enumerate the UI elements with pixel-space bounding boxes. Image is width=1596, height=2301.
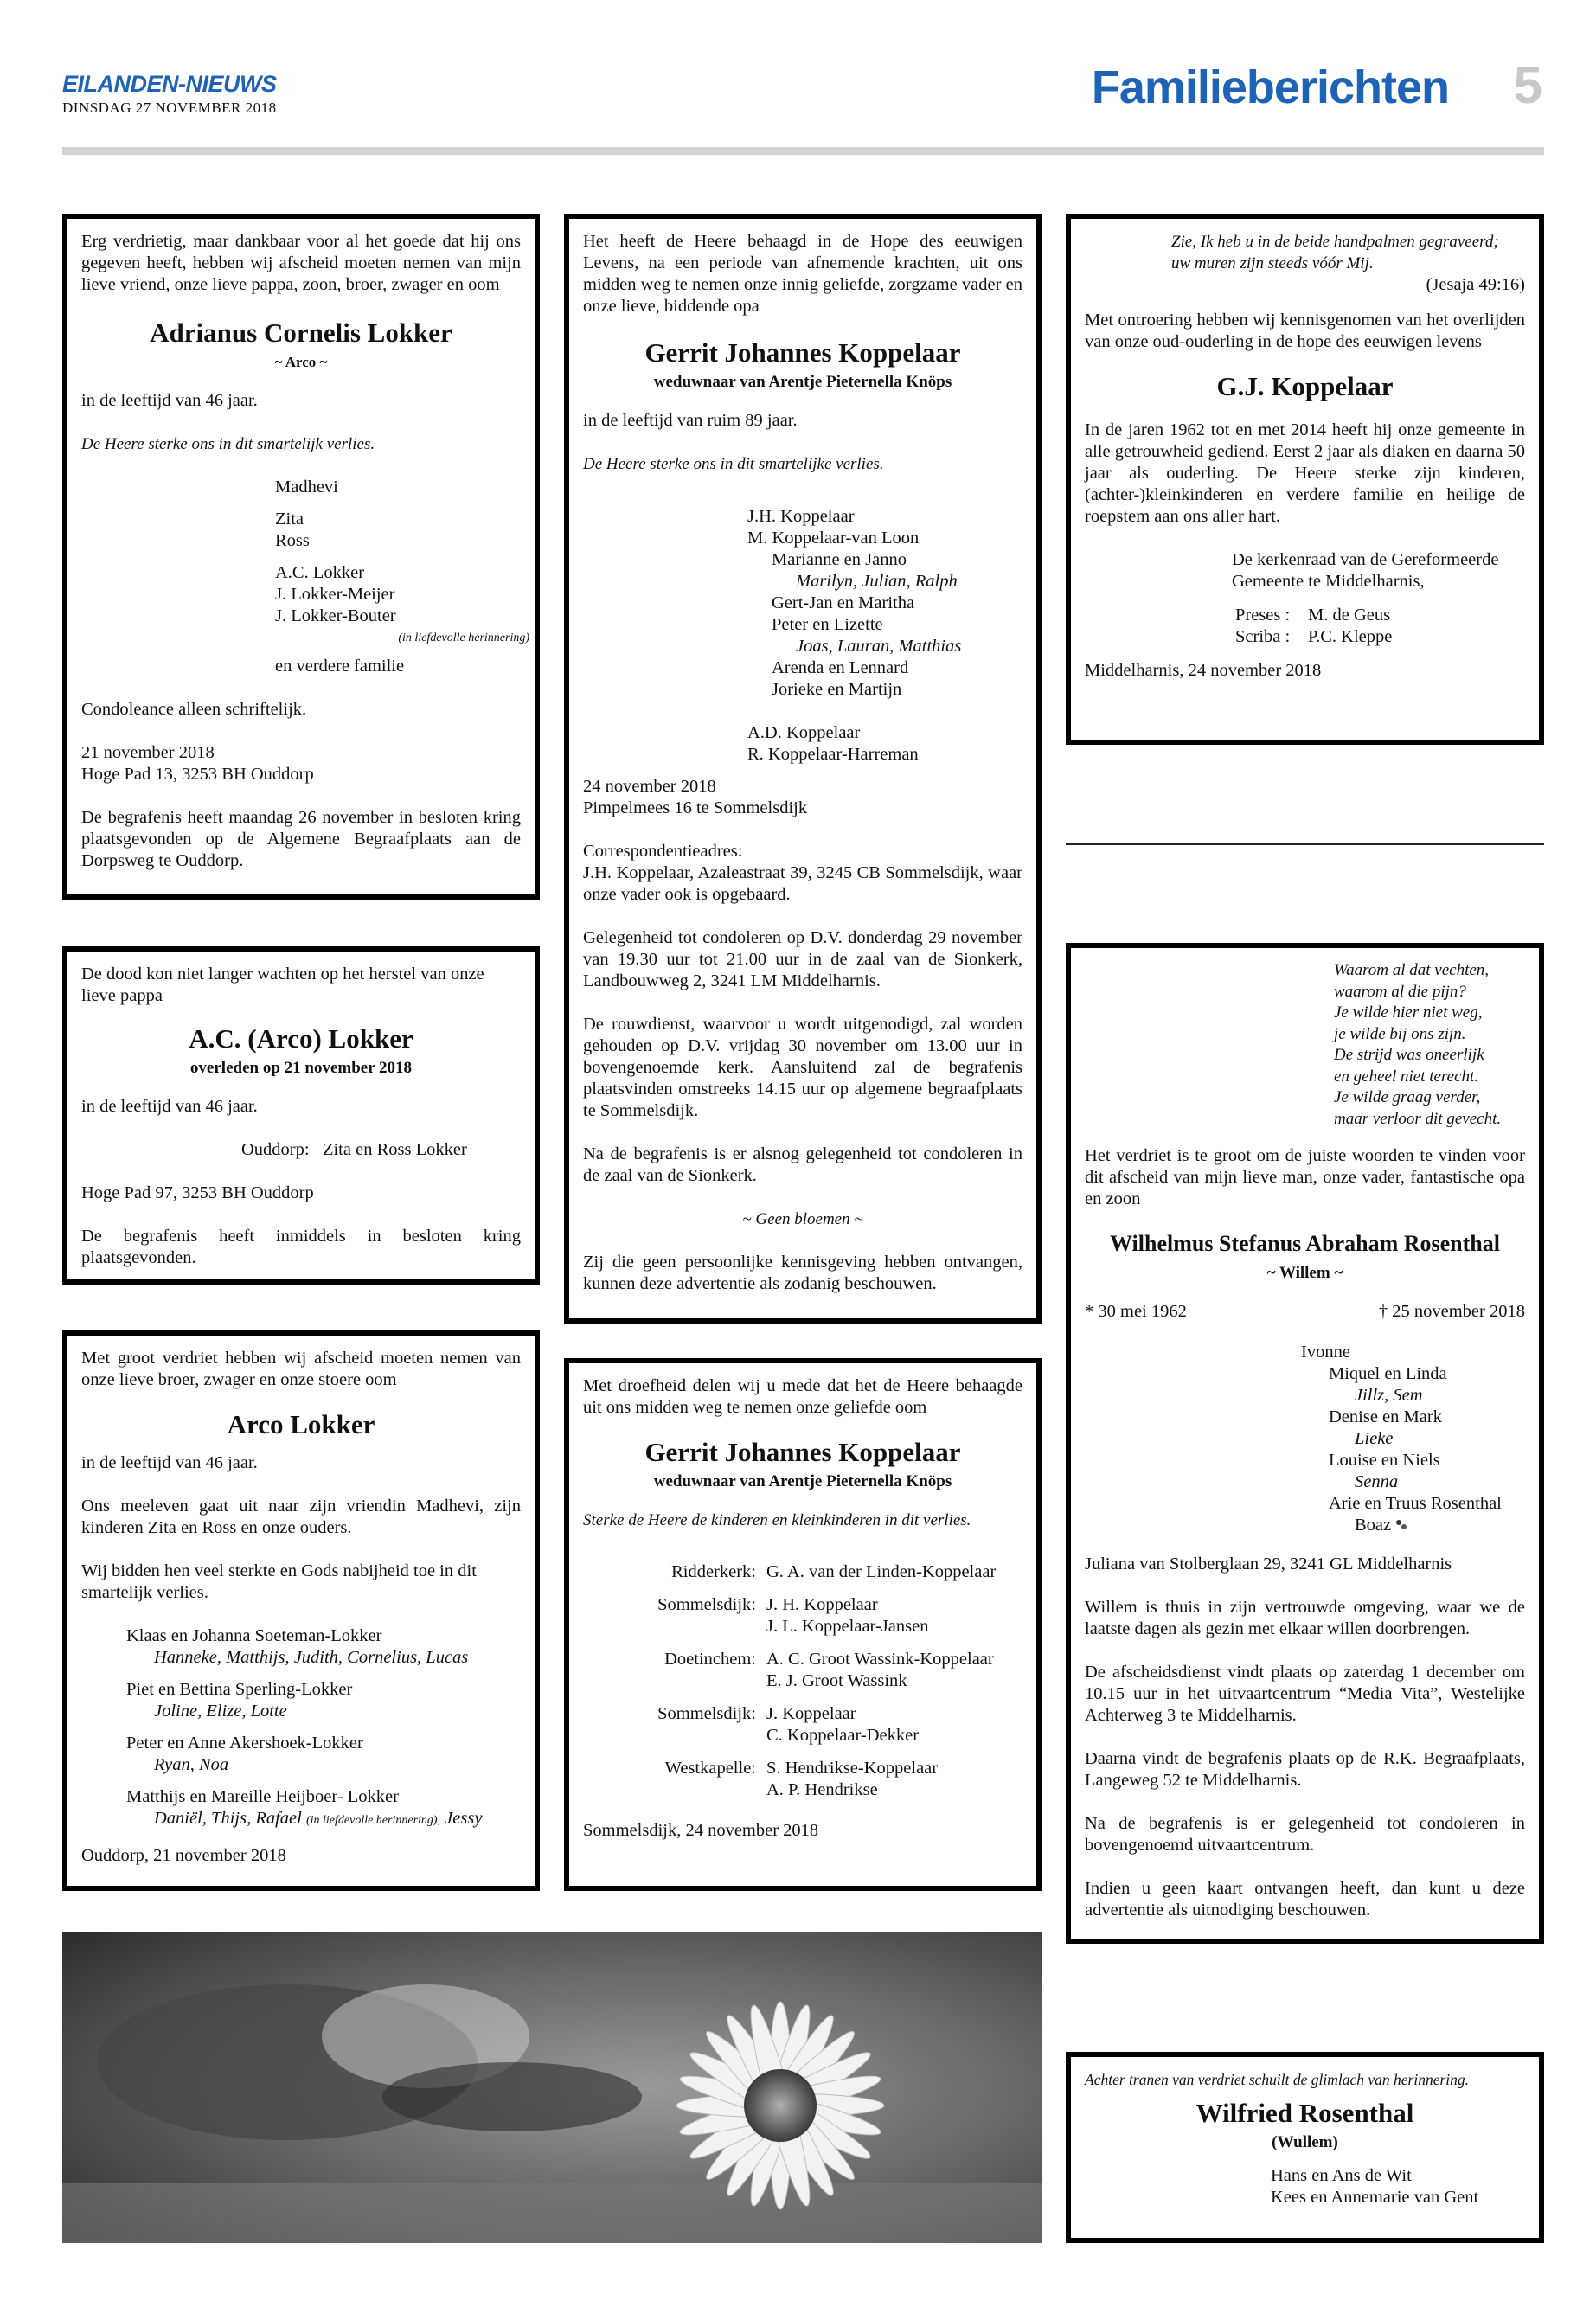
council-line: Gemeente te Middelharnis, [1232, 572, 1425, 591]
family-name: M. Koppelaar-van Loon [747, 529, 920, 548]
poem-line: Je wilde hier niet weg, [1334, 1003, 1483, 1022]
condolence-note: Condoleance alleen schriftelijk. [81, 700, 307, 719]
notice-footer: Ouddorp, 21 november 2018 [81, 1846, 286, 1865]
family-end: en verdere familie [275, 657, 405, 676]
family-name: Arenda en Lennard [772, 658, 909, 677]
notice-address: Pimpelmees 16 te Sommelsdijk [583, 798, 808, 817]
age-line: in de leeftijd van ruim 89 jaar. [583, 411, 798, 430]
family-name: A.C. Lokker [275, 563, 365, 582]
place-names [766, 1703, 919, 1747]
deceased-nickname: (Wullem) [1272, 2133, 1338, 2151]
deceased-name: Wilfried Rosenthal [1195, 2098, 1414, 2128]
service-info: De rouwdienst, waarvoor u wordt uitgenodigd, zal worden gehouden op D.V. vrijdag 30 november om 13.00 uur in bovengenoemde kerk. Aansluitend zal de begrafenis plaatsvinden omstreeks 14.15 uur op algemene begraafplaats te Sommelsdijk. [583, 1015, 1022, 1120]
poem-line: je wilde bij ons zijn. [1334, 1024, 1466, 1043]
sympathy-text: Ons meeleven gaat uit naar zijn vriendin Madhevi, zijn kinderen Zita en Ross en onze ouders. [81, 1497, 521, 1537]
death-date: † 25 november 2018 [1378, 1302, 1525, 1321]
memory-note: (in liefdevolle herinnering), [305, 1814, 441, 1827]
family-name: J. Koppelaar [766, 1704, 856, 1723]
age-line: in de leeftijd van 46 jaar. [81, 1453, 258, 1472]
notice-intro: Met groot verdriet hebben wij afscheid moeten nemen van onze lieve broer, zwager en onze stoere oom [81, 1349, 521, 1389]
age-line: in de leeftijd van 46 jaar. [81, 1097, 258, 1116]
deceased-nickname: ~ Arco ~ [274, 354, 328, 370]
family-name: Louise en Niels [1329, 1451, 1440, 1470]
family-name: Denise en Mark [1329, 1407, 1442, 1426]
after-funeral-info: Na de begrafenis is er alsnog gelegenheid tot condoleren in de zaal van de Sionkerk. [583, 1144, 1022, 1185]
place-name: Doetinchem: [664, 1650, 756, 1669]
notice-intro: Met ontroering hebben wij kennisgenomen van het overlijden van onze oud-ouderling in de hope des eeuwigen levens [1085, 311, 1525, 351]
widower-line: weduwnaar van Arentje Pieternella Knöps [653, 1472, 952, 1490]
family-name: J.H. Koppelaar [747, 507, 855, 526]
verse-line: Zie, Ik heb u in de beide handpalmen gegraveerd; [1171, 233, 1499, 251]
issue-date: DINSDAG 27 NOVEMBER 2018 [62, 99, 277, 116]
officer-role: Preses : [1235, 606, 1291, 625]
family-name: Klaas en Johanna Soeteman-Lokker [126, 1626, 382, 1645]
grandchildren-names: Senna [1355, 1472, 1399, 1491]
notice-address: Hoge Pad 13, 3253 BH Ouddorp [81, 765, 314, 784]
condolence-info: Na de begrafenis is er gelegenheid tot condoleren in bovengenoemd uitvaartcentrum. [1085, 1814, 1525, 1855]
notice-intro: Met droefheid delen wij u mede dat het de Heere behaagde uit ons midden weg te nemen onze geliefde oom [583, 1376, 1022, 1417]
family-name: Hans en Ans de Wit [1271, 2166, 1412, 2185]
grandchildren-names: Joas, Lauran, Matthias [796, 637, 962, 656]
family-name: Madhevi [275, 478, 338, 497]
church-notice-gj-koppelaar [1066, 214, 1544, 745]
family-list [747, 506, 1022, 766]
notice-intro: Erg verdrietig, maar dankbaar voor al het goede dat hij ons gegeven heeft, hebben wij afscheid moeten nemen van mijn lieve vriend, onze lieve pappa, zoon, broer, zwager en oom [81, 232, 521, 294]
family-name: Matthijs en Mareille Heijboer- Lokker [126, 1787, 399, 1806]
section-title: Familieberichten [1091, 61, 1449, 113]
family-name: Piet en Bettina Sperling-Lokker [126, 1680, 353, 1699]
child-name: Jessy [445, 1809, 483, 1828]
death-notice-gj-koppelaar [564, 214, 1042, 1324]
notice-disclaimer: Zij die geen persoonlijke kennisgeving hebben ontvangen, kunnen deze advertentie als zodanig beschouwen. [583, 1253, 1022, 1293]
condolence-info: Gelegenheid tot condoleren op D.V. donderdag 29 november van 19.30 uur tot 21.00 uur in de zaal van de Sionkerk, Landbouwweg 2, 3241 LM Middelharnis. [583, 928, 1022, 990]
children-names: Ryan, Noa [154, 1755, 229, 1774]
masthead-logo: EILANDEN-NIEUWS [62, 71, 277, 97]
notice-intro: Het heeft de Heere behaagd in de Hope des eeuwigen Levens, na een periode van afnemende krachten, uit ons midden weg te nemen onze innig geliefde, zorgzame vader en onze lieve, biddende opa [583, 232, 1022, 316]
widower-line: weduwnaar van Arentje Pieternella Knöps [653, 373, 952, 391]
officer-row [1235, 605, 1525, 626]
officer-name: P.C. Kleppe [1308, 627, 1393, 646]
death-notice-adrianus-lokker [62, 214, 540, 900]
death-notice-arco-lokker [62, 1330, 540, 1891]
correspondence-label: Correspondentieadres: [583, 842, 743, 861]
council-line: De kerkenraad van de Gereformeerde [1232, 550, 1499, 569]
family-name: J. Lokker-Meijer [275, 585, 395, 604]
family-name: J. H. Koppelaar [766, 1595, 878, 1614]
family-name: Arie en Truus Rosenthal [1329, 1494, 1502, 1513]
family-by-place [583, 1561, 1022, 1801]
children-list: Daniël, Thijs, Rafael [154, 1809, 302, 1828]
grandchildren-names: Jillz, Sem [1355, 1386, 1423, 1405]
poem-line: maar verloor dit gevecht. [1334, 1109, 1502, 1128]
place-names [766, 1594, 928, 1638]
grandchildren-names: Marilyn, Julian, Ralph [796, 572, 958, 591]
grandchildren-names: Lieke [1355, 1429, 1394, 1448]
place-names [766, 1758, 938, 1801]
family-name: Miquel en Linda [1329, 1364, 1447, 1383]
place-name: Ridderkerk: [671, 1562, 756, 1581]
no-flowers: ~ Geen bloemen ~ [742, 1210, 863, 1228]
deceased-name: Gerrit Johannes Koppelaar [644, 1437, 961, 1467]
family-names: Zita en Ross Lokker [322, 1140, 467, 1159]
poem-line: Waarom al dat vechten, [1334, 961, 1490, 979]
notice-intro: De dood kon niet langer wachten op het herstel van onze lieve pappa [81, 965, 484, 1005]
family-name: S. Hendrikse-Koppelaar [766, 1759, 939, 1778]
death-date: overleden op 21 november 2018 [189, 1059, 413, 1077]
place-names [766, 1649, 994, 1692]
memory-note: (in liefdevolle herinnering) [398, 631, 529, 644]
notice-footer: Middelharnis, 24 november 2018 [1085, 661, 1322, 680]
age-line: in de leeftijd van 46 jaar. [81, 391, 258, 410]
verse-line: uw muren zijn steeds vóór Mij. [1171, 254, 1374, 272]
family-name: G. A. van der Linden-Koppelaar [766, 1562, 997, 1581]
verse-line: Achter tranen van verdriet schuilt de glimlach van herinnering. [1085, 2071, 1470, 2088]
place-group [583, 1594, 1022, 1638]
funeral-info: De begrafenis heeft inmiddels in besloten kring plaatsgevonden. [81, 1227, 521, 1267]
poem-line: en geheel niet terecht. [1334, 1067, 1479, 1086]
notice-body: In de jaren 1962 tot en met 2014 heeft hij onze gemeente in alle getrouwheid gediend. Eerst 2 jaar als diaken en daarna 50 jaar als ouderling. De Heere sterke zijn kinderen, (achter-)kleinkinderen en verdere familie en heilige de roepstem aan ons aller hart. [1085, 420, 1525, 526]
family-list [126, 1625, 521, 1831]
officer-role: Scriba : [1235, 627, 1291, 646]
home-info: Willem is thuis in zijn vertrouwde omgeving, waar we de laatste dagen als gezin met elkaar willen doorbrengen. [1085, 1598, 1525, 1638]
correspondence-address: J.H. Koppelaar, Azaleastraat 39, 3245 CB Sommelsdijk, waar onze vader ook is opgebaard. [583, 863, 1022, 904]
notice-intro: Het verdriet is te groot om de juiste woorden te vinden voor dit afscheid van mijn lieve man, onze vader, fantastische opa en zoon [1085, 1146, 1525, 1208]
family-place: Ouddorp: [241, 1140, 310, 1159]
family-name: E. J. Groot Wassink [766, 1671, 907, 1690]
poem-line: waarom al die pijn? [1334, 982, 1466, 1001]
place-group [583, 1758, 1022, 1801]
funeral-info: De begrafenis heeft maandag 26 november in besloten kring plaatsgevonden op de Algemene Begraafplaats aan de Dorpsweg te Ouddorp. [81, 808, 521, 870]
family-name: Ivonne [1301, 1343, 1350, 1362]
prayer-text: Wij bidden hen veel sterkte en Gods nabijheid toe in dit smartelijk verlies. [81, 1561, 477, 1602]
council-officers [1235, 605, 1525, 648]
council-signature [1232, 549, 1525, 593]
birth-date: * 30 mei 1962 [1085, 1302, 1187, 1321]
family-name: J. Lokker-Bouter [275, 606, 396, 625]
place-group [583, 1561, 1022, 1583]
footprints-icon [1395, 1518, 1407, 1530]
family-list [275, 477, 529, 677]
family-name: Peter en Lizette [772, 615, 883, 634]
family-name: Kees en Annemarie van Gent [1271, 2188, 1479, 2207]
family-name: Boaz [1355, 1516, 1392, 1535]
family-name: Zita [275, 510, 304, 529]
officer-row [1235, 626, 1525, 648]
daisy-flower-illustration [62, 1932, 1042, 2243]
column-divider [1066, 843, 1544, 845]
place-name: Sommelsdijk: [657, 1704, 756, 1723]
verse-reference: (Jesaja 49:16) [1426, 275, 1525, 294]
deceased-name: Wilhelmus Stefanus Abraham Rosenthal [1110, 1231, 1500, 1256]
notice-disclaimer: Indien u geen kaart ontvangen heeft, dan kunt u deze advertentie als uitnodiging beschouwen. [1085, 1879, 1525, 1920]
funeral-info: Daarna vindt de begrafenis plaats op de R.K. Begraafplaats, Langeweg 52 te Middelharnis. [1085, 1749, 1525, 1790]
bible-verse: De Heere sterke ons in dit smartelijk verlies. [81, 435, 375, 453]
family-name: A. C. Groot Wassink-Koppelaar [766, 1650, 994, 1669]
poem-line: Je wilde graag verder, [1334, 1088, 1481, 1106]
place-group [583, 1649, 1022, 1692]
officer-name: M. de Geus [1308, 606, 1391, 625]
family-name: R. Koppelaar-Harreman [747, 745, 919, 764]
deceased-name: Gerrit Johannes Koppelaar [644, 337, 961, 368]
children-names: Joline, Elize, Lotte [154, 1702, 287, 1721]
death-notice-willem-rosenthal [1066, 943, 1544, 1944]
family-name: A.D. Koppelaar [747, 723, 861, 742]
notice-address: Hoge Pad 97, 3253 BH Ouddorp [81, 1183, 314, 1202]
family-name: A. P. Hendrikse [766, 1780, 878, 1799]
poem [1334, 960, 1525, 1130]
notice-date: 24 november 2018 [583, 777, 716, 796]
family-list [1271, 2165, 1525, 2208]
family-name-row [1355, 1515, 1525, 1536]
notice-date: 21 november 2018 [81, 743, 215, 762]
family-name: Ross [275, 531, 310, 550]
daisy-photo [62, 1932, 1042, 2243]
death-notice-gj-koppelaar-oom [564, 1358, 1042, 1891]
deceased-nickname: ~ Willem ~ [1266, 1264, 1343, 1282]
family-name: Jorieke en Martijn [772, 680, 902, 699]
notice-footer: Sommelsdijk, 24 november 2018 [583, 1821, 819, 1840]
deceased-name: Arco Lokker [227, 1409, 375, 1439]
children-names [154, 1808, 521, 1831]
family-name: J. L. Koppelaar-Jansen [766, 1617, 929, 1636]
header-rule [62, 147, 1544, 155]
place-names [766, 1561, 996, 1583]
family-name: Gert-Jan en Maritha [772, 593, 915, 612]
deceased-name: G.J. Koppelaar [1216, 371, 1394, 401]
service-info: De afscheidsdienst vindt plaats op zaterdag 1 december om 10.15 uur in het uitvaartcentrum “Media Vita”, Westelijke Achterweg 3 te Middelharnis. [1085, 1663, 1525, 1725]
place-name: Westkapelle: [664, 1759, 756, 1778]
family-name: C. Koppelaar-Dekker [766, 1726, 920, 1745]
family-list [1301, 1342, 1525, 1536]
family-name: Peter en Anne Akershoek-Lokker [126, 1734, 363, 1753]
notice-address: Juliana van Stolberglaan 29, 3241 GL Middelharnis [1085, 1554, 1452, 1574]
place-group [583, 1703, 1022, 1747]
children-names: Hanneke, Matthijs, Judith, Cornelius, Lucas [154, 1648, 469, 1667]
bible-verse: De Heere sterke ons in dit smartelijke verlies. [583, 455, 884, 473]
page-number: 5 [1513, 56, 1542, 114]
life-dates [1085, 1301, 1525, 1323]
place-name: Sommelsdijk: [657, 1595, 756, 1614]
death-notice-ac-lokker [62, 946, 540, 1285]
family-name: Marianne en Janno [772, 550, 907, 569]
family-line [241, 1139, 521, 1161]
bible-verse: Sterke de Heere de kinderen en kleinkinderen in dit verlies. [583, 1511, 971, 1529]
poem-line: De strijd was oneerlijk [1334, 1046, 1484, 1064]
deceased-name: A.C. (Arco) Lokker [189, 1023, 413, 1054]
deceased-name: Adrianus Cornelis Lokker [150, 317, 452, 348]
death-notice-wilfried-rosenthal [1066, 2052, 1544, 2243]
